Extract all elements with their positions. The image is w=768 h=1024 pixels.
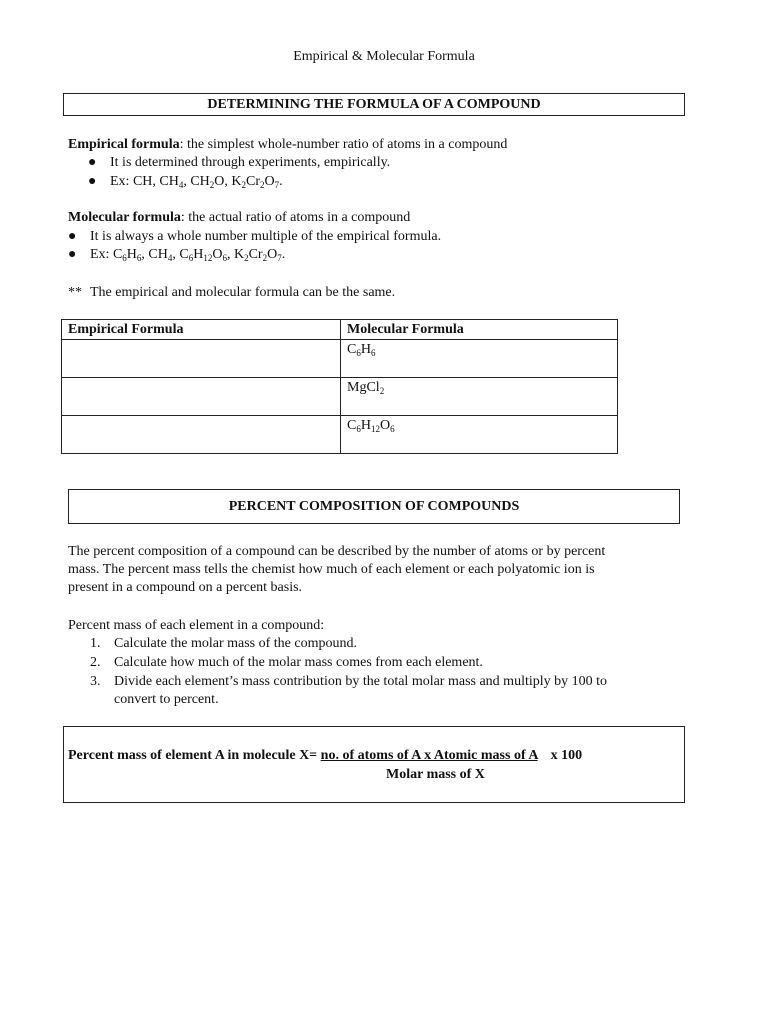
subscript: 4: [167, 253, 173, 263]
table-header-row: [62, 320, 618, 340]
step-text: Divide each element’s mass contribution by the total molar mass and multiply by 100 to convert to percent.: [114, 674, 608, 707]
subscript: 6: [188, 253, 194, 263]
subscript: 7: [274, 180, 280, 190]
formula-table: [61, 319, 618, 454]
bullet-dot-icon: ●: [68, 229, 77, 244]
step-number: 3.: [90, 674, 101, 689]
subscript: 6: [122, 253, 127, 263]
subscript: 2: [260, 180, 265, 190]
subscript: 2: [244, 253, 249, 263]
table-row: [62, 416, 618, 454]
formula-lhs: Percent mass of element A in molecule X=: [68, 748, 318, 763]
intro-paragraph: [68, 543, 688, 597]
list-item: [90, 654, 650, 672]
section-banner-formula-label: DETERMINING THE FORMULA OF A COMPOUND: [207, 96, 541, 112]
bullet-dot-icon: ●: [88, 155, 97, 170]
molecular-cell: $C_6H_{12}O_6$: [341, 416, 618, 454]
note-marker: **: [68, 285, 82, 300]
empirical-cell[interactable]: [62, 340, 341, 378]
table-header-empirical: Empirical Formula: [62, 320, 341, 340]
step-text: Calculate how much of the molar mass comes from each element.: [114, 655, 483, 670]
steps-heading: Percent mass of each element in a compound:: [68, 618, 325, 633]
subscript: 2: [379, 386, 385, 396]
bullet-dot-icon: ●: [68, 247, 77, 262]
page-title: Empirical & Molecular Formula: [293, 49, 475, 64]
percent-mass-formula-box: [63, 726, 685, 803]
section-banner-percent: [68, 489, 680, 524]
note-text: The empirical and molecular formula can be the same.: [90, 285, 396, 300]
subscript: 6: [136, 253, 142, 263]
subscript: 12: [370, 424, 380, 434]
subscript: 2: [262, 253, 268, 263]
subscript: 6: [370, 348, 376, 358]
empirical-definition-text: : the simplest whole-number ratio of atoms in a compound: [179, 137, 508, 152]
subscript: 2: [241, 180, 247, 190]
molecular-definition-text: : the actual ratio of atoms in a compound: [180, 210, 411, 225]
subscript: 12: [203, 253, 213, 263]
list-item: [90, 635, 650, 653]
molecular-bullet: [68, 246, 688, 264]
table-row: [62, 340, 618, 378]
intro-line: present in a compound on a percent basis.: [68, 580, 303, 595]
subscript: 2: [209, 180, 215, 190]
formula-multiplier: x 100: [550, 748, 583, 763]
formula-numerator: no. of atoms of A x Atomic mass of A: [320, 748, 538, 763]
list-item: [90, 673, 650, 709]
step-number: 2.: [90, 655, 101, 670]
molecular-definition: [68, 209, 668, 227]
step-text: Calculate the molar mass of the compound.: [114, 636, 357, 651]
molecular-bullet-example: Ex: $C_6H_6$, $CH_4$, $C_6H_{12}O_6$, $K_2Cr_2O_7$.: [90, 247, 286, 263]
empirical-bullet: [88, 173, 688, 191]
section-banner-formula: [63, 93, 685, 116]
intro-line: mass. The percent mass tells the chemist how much of each element or each polyatomic ion is: [68, 562, 595, 577]
molecular-cell: MgCl$_2$: [341, 378, 618, 416]
molecular-bullet: [68, 228, 688, 246]
note: [68, 284, 668, 302]
intro-line: The percent composition of a compound can be described by the number of atoms or by percent: [68, 544, 606, 559]
empirical-cell[interactable]: [62, 416, 341, 454]
molecular-term: Molecular formula: [68, 210, 181, 225]
table-row: [62, 378, 618, 416]
empirical-bullet-text: It is determined through experiments, empirically.: [110, 155, 391, 170]
formula-denominator: Molar mass of X: [386, 767, 485, 782]
empirical-definition: [68, 136, 668, 154]
empirical-bullet-example: Ex: CH, $CH_4$, $CH_2O$, $K_2Cr_2O_7$.: [110, 174, 283, 190]
formula-line: [68, 747, 582, 765]
bullet-dot-icon: ●: [88, 174, 97, 189]
table-header-molecular: Molecular Formula: [341, 320, 618, 340]
empirical-term: Empirical formula: [68, 137, 180, 152]
empirical-bullet: [88, 154, 688, 172]
section-banner-percent-label: PERCENT COMPOSITION OF COMPOUNDS: [228, 498, 520, 514]
subscript: 6: [222, 253, 227, 263]
step-number: 1.: [90, 636, 101, 651]
subscript: 7: [277, 253, 282, 263]
subscript: 6: [356, 424, 361, 434]
subscript: 6: [390, 424, 395, 434]
molecular-cell: $C_6H_6$: [341, 340, 618, 378]
empirical-cell[interactable]: [62, 378, 341, 416]
subscript: 4: [178, 180, 184, 190]
subscript: 6: [356, 348, 361, 358]
molecular-bullet-text: It is always a whole number multiple of the empirical formula.: [90, 229, 442, 244]
